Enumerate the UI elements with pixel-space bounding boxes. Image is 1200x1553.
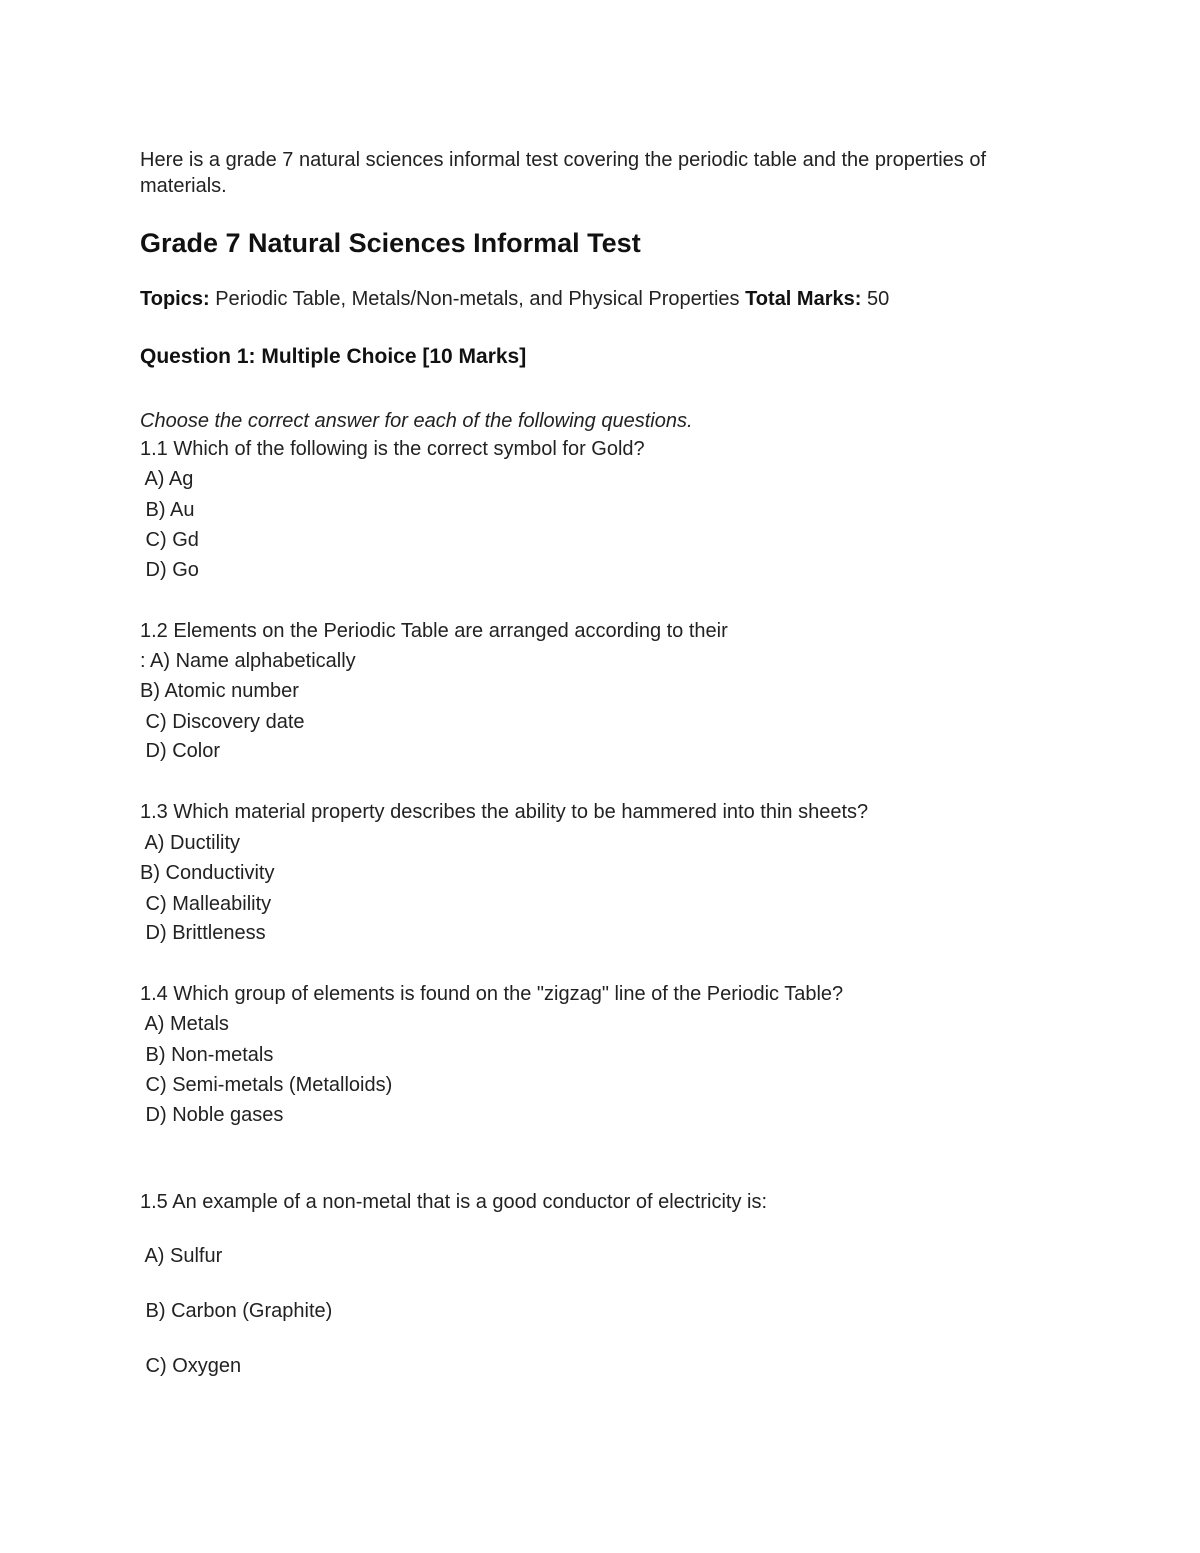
answer-option: C) Malleability [140, 893, 272, 915]
total-marks-label: Total Marks: [745, 288, 862, 310]
answer-option: D) Color [140, 740, 221, 762]
answer-option: C) Gd [140, 529, 199, 551]
answer-option: B) Conductivity [140, 862, 275, 884]
question-prompt: 1.5 An example of a non-metal that is a good conductor of electricity is: [140, 1191, 768, 1213]
answer-option: D) Go [140, 559, 199, 581]
question-1-instruction: Choose the correct answer for each of the following questions. [140, 410, 693, 432]
answer-option: C) Semi-metals (Metalloids) [140, 1074, 393, 1096]
question-1-heading: Question 1: Multiple Choice [10 Marks] [140, 345, 527, 368]
page-title: Grade 7 Natural Sciences Informal Test [140, 228, 641, 258]
answer-option: B) Non-metals [140, 1044, 274, 1066]
answer-option: D) Brittleness [140, 922, 266, 944]
answer-option: D) Noble gases [140, 1104, 284, 1126]
answer-option: A) Ag [140, 468, 194, 490]
total-marks-value: 50 [861, 288, 890, 310]
answer-option: : A) Name alphabetically [140, 650, 356, 672]
question-prompt: 1.2 Elements on the Periodic Table are arranged according to their [140, 620, 728, 642]
topics-value: Periodic Table, Metals/Non-metals, and Physical Properties [209, 288, 746, 310]
test-meta [140, 286, 889, 312]
question-prompt: 1.4 Which group of elements is found on the "zigzag" line of the Periodic Table? [140, 983, 844, 1005]
answer-option: A) Metals [140, 1013, 229, 1035]
answer-option: A) Sulfur [140, 1245, 223, 1267]
answer-option: C) Discovery date [140, 711, 305, 733]
question-prompt: 1.1 Which of the following is the correct symbol for Gold? [140, 438, 645, 460]
answer-option: B) Atomic number [140, 680, 299, 702]
answer-option: A) Ductility [140, 832, 241, 854]
answer-option: C) Oxygen [140, 1355, 242, 1377]
question-prompt: 1.3 Which material property describes the ability to be hammered into thin sheets? [140, 801, 869, 823]
topics-label: Topics: [140, 288, 210, 310]
answer-option: B) Au [140, 499, 195, 521]
intro-paragraph: Here is a grade 7 natural sciences informal test covering the periodic table and the properties of materials. [140, 149, 987, 197]
answer-option: B) Carbon (Graphite) [140, 1300, 333, 1322]
